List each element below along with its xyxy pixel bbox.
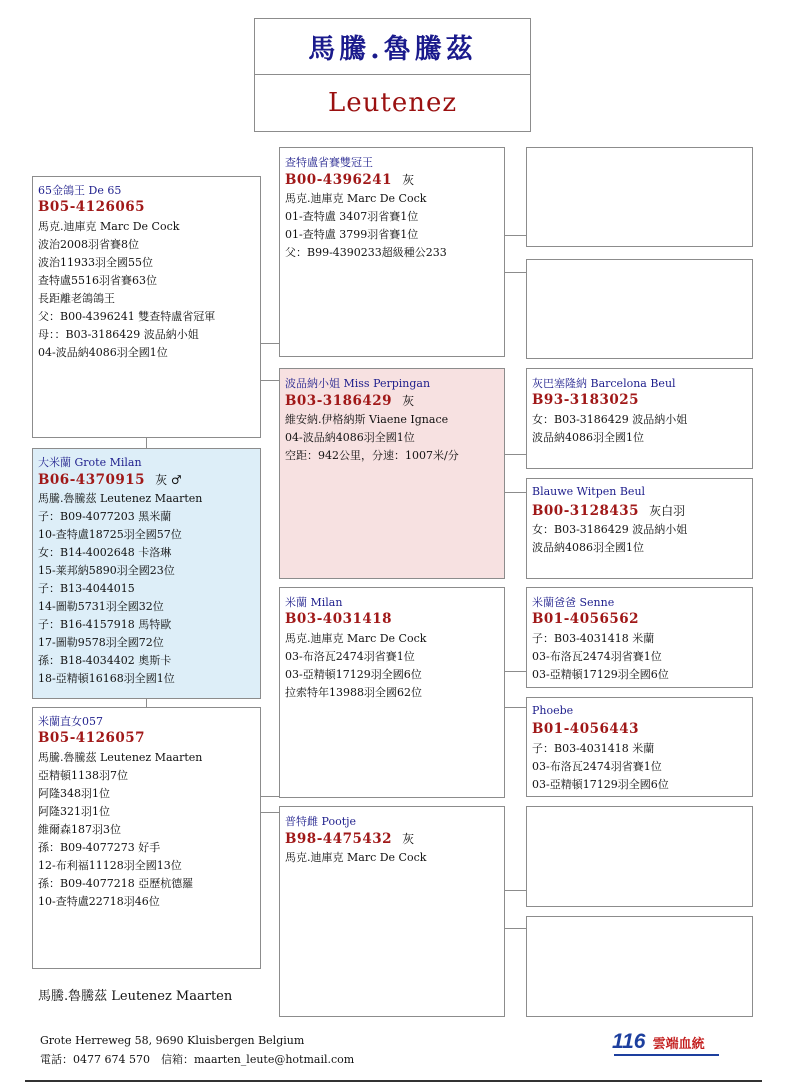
info-line: 03-布洛瓦2474羽省賽1位: [532, 650, 662, 663]
breeder-name: 馬騰.魯騰茲 Leutenez Maarten: [38, 989, 233, 1004]
footer-address: Grote Herreweg 58, 9690 Kluisbergen Belgium: [40, 1034, 305, 1047]
sire-sire-dam-card: [526, 259, 753, 359]
main-pigeon-card: [32, 448, 261, 699]
title-zh-cell: [255, 19, 530, 75]
dam-card: [32, 707, 261, 969]
info-line: 子：B13-4044015: [38, 582, 135, 595]
color: 灰: [402, 832, 415, 846]
title-box: [254, 18, 531, 132]
ring-number: [38, 730, 145, 746]
info-line: 孫：B09-4077273 好手: [38, 841, 161, 854]
ring-number-text: B03-4031418: [285, 611, 393, 627]
pigeon-name: 米蘭直女057: [38, 715, 103, 728]
ring-number: [532, 611, 649, 627]
ring-number: [532, 502, 685, 519]
dam-sire-sire-card: [526, 587, 753, 688]
title-en-cell: [255, 75, 530, 131]
sire-dam-card: [279, 368, 505, 579]
ring-number-text: B05-4126065: [38, 199, 146, 215]
sire-card: [32, 176, 261, 438]
sire-sire-card: [279, 147, 505, 357]
connector: [504, 928, 526, 929]
info-line: 女：B03-3186429 波品納小姐: [532, 413, 688, 426]
pigeon-name: Phoebe: [532, 704, 574, 717]
info-line: 波治2008羽省賽8位: [38, 238, 139, 251]
pigeon-name: 波品納小姐 Miss Perpingan: [285, 377, 431, 390]
info-line: 空距：942公里，分速：1007米/分: [285, 449, 459, 462]
info-line: 子：B03-4031418 米蘭: [532, 742, 655, 755]
ring-number: [285, 830, 414, 847]
dam-dam-card: [279, 806, 505, 1017]
pigeon-name: 米蘭 Milan: [285, 596, 343, 609]
logo-number: 116: [612, 1030, 646, 1053]
info-line: 阿隆348羽1位: [38, 787, 110, 800]
info-line: 馬騰.魯騰茲 Leutenez Maarten: [38, 751, 203, 764]
dam-dam-dam-card: [526, 916, 753, 1017]
info-line: 馬克.迪庫克 Marc De Cock: [285, 851, 427, 864]
logo-text: 雲端血統: [652, 1037, 705, 1052]
ring-number: [532, 392, 649, 408]
ring-number-text: B01-4056443: [532, 721, 640, 737]
ring-number: [532, 721, 649, 737]
info-line: 14-圖勒5731羽全國32位: [38, 600, 164, 613]
info-line: 10-查特盧22718羽46位: [38, 895, 160, 908]
connector: [504, 272, 526, 273]
info-line: 波治11933羽全國55位: [38, 256, 153, 269]
info-line: 女：B03-3186429 波品納小姐: [532, 523, 688, 536]
connector: [504, 707, 526, 708]
logo-underline: [614, 1054, 719, 1056]
info-line: 馬克.迪庫克 Marc De Cock: [38, 220, 180, 233]
dam-sire-dam-card: [526, 697, 753, 797]
pigeon-name: 普特雌 Pootje: [285, 815, 357, 828]
connector: [260, 380, 279, 381]
pigeon-name: Blauwe Witpen Beul: [532, 485, 646, 498]
info-line: 亞精頓1138羽7位: [38, 769, 128, 782]
info-line: 馬克.迪庫克 Marc De Cock: [285, 632, 427, 645]
info-line: 03-亞精頓17129羽全國6位: [285, 668, 422, 681]
info-line: 子：B03-4031418 米蘭: [532, 632, 655, 645]
ring-number: [38, 199, 145, 215]
dam-sire-card: [279, 587, 505, 798]
info-line: 子：B09-4077203 黑米蘭: [38, 510, 172, 523]
info-line: 父：B99-4390233超級種公233: [285, 246, 447, 259]
pigeon-name: 65金鴿王 De 65: [38, 184, 122, 197]
info-line: 馬克.迪庫克 Marc De Cock: [285, 192, 427, 205]
logo: [612, 1030, 705, 1054]
info-line: 10-查特盧18725羽全國57位: [38, 528, 182, 541]
footer-contact: 電話：0477 674 570 信箱：maarten_leute@hotmail.com: [40, 1053, 355, 1066]
connector: [504, 492, 526, 493]
ring-number-text: B98-4475432: [285, 831, 393, 847]
info-line: 波品納4086羽全國1位: [532, 431, 644, 444]
sire-dam-dam-card: [526, 478, 753, 579]
color: 灰: [402, 173, 415, 187]
info-line: 維爾森187羽3位: [38, 823, 121, 836]
info-line: 波品納4086羽全國1位: [532, 541, 644, 554]
ring-number-text: B01-4056562: [532, 611, 640, 627]
ring-number: [285, 171, 414, 188]
info-line: 孫：B09-4077218 亞歷杭德羅: [38, 877, 194, 890]
info-line: 孫：B18-4034402 奧斯卡: [38, 654, 172, 667]
color-sex: 灰 ♂: [155, 473, 182, 487]
color: 灰白羽: [649, 504, 686, 518]
info-line: 04-波品納4086羽全國1位: [285, 431, 415, 444]
info-line: 03-布洛瓦2474羽省賽1位: [532, 760, 662, 773]
info-line: 拉索特年13988羽全國62位: [285, 686, 422, 699]
ring-number-text: B00-3128435: [532, 503, 640, 519]
pigeon-name: 大米蘭 Grote Milan: [38, 456, 142, 469]
ring-number-text: B05-4126057: [38, 730, 146, 746]
connector: [504, 890, 526, 891]
sire-sire-sire-card: [526, 147, 753, 247]
ring-number: [38, 471, 182, 488]
connector: [260, 796, 279, 797]
ring-number-text: B06-4370915: [38, 472, 146, 488]
connector: [504, 235, 526, 236]
info-line: 查特盧5516羽省賽63位: [38, 274, 157, 287]
dam-dam-sire-card: [526, 806, 753, 907]
info-line: 01-查特盧 3799羽省賽1位: [285, 228, 419, 241]
info-line: 女：B14-4002648 卡洛琳: [38, 546, 172, 559]
info-line: 馬騰.魯騰茲 Leutenez Maarten: [38, 492, 203, 505]
pigeon-name: 查特盧省賽雙冠王: [285, 156, 373, 169]
connector: [146, 698, 147, 707]
pigeon-name-chinese: 馬騰.魯騰茲: [308, 34, 477, 65]
connector: [260, 812, 279, 813]
info-line: 17-圖勒9578羽全國72位: [38, 636, 164, 649]
info-line: 父：B00-4396241 雙查特盧省冠軍: [38, 310, 216, 323]
info-line: 04-波品納4086羽全國1位: [38, 346, 168, 359]
info-line: 03-亞精頓17129羽全國6位: [532, 778, 669, 791]
pigeon-name: 米蘭爸爸 Senne: [532, 596, 615, 609]
info-line: 15-莱邦納5890羽全國23位: [38, 564, 175, 577]
info-line: 阿隆321羽1位: [38, 805, 110, 818]
ring-number: [285, 611, 402, 627]
ring-number-text: B03-3186429: [285, 393, 393, 409]
connector: [260, 343, 279, 344]
info-line: 長距離老鴿鴿王: [38, 292, 115, 305]
info-line: 維安納.伊格納斯 Viaene Ignace: [285, 413, 449, 426]
connector: [146, 437, 147, 448]
info-line: 母：：B03-3186429 波品納小姐: [38, 328, 199, 341]
color: 灰: [402, 394, 415, 408]
pigeon-name-english: Leutenez: [327, 88, 458, 118]
ring-number: [285, 392, 414, 409]
info-line: 01-查特盧 3407羽省賽1位: [285, 210, 419, 223]
ring-number-text: B93-3183025: [532, 392, 640, 408]
info-line: 03-布洛瓦2474羽省賽1位: [285, 650, 415, 663]
connector: [504, 454, 526, 455]
connector: [504, 671, 526, 672]
bottom-rule: [25, 1080, 762, 1082]
sire-dam-sire-card: [526, 368, 753, 469]
info-line: 子：B16-4157918 馬特歐: [38, 618, 172, 631]
info-line: 18-亞精頓16168羽全國1位: [38, 672, 175, 685]
ring-number-text: B00-4396241: [285, 172, 393, 188]
info-line: 03-亞精頓17129羽全國6位: [532, 668, 669, 681]
info-line: 12-布利福11128羽全國13位: [38, 859, 182, 872]
pigeon-name: 灰巴塞隆納 Barcelona Beul: [532, 377, 676, 390]
